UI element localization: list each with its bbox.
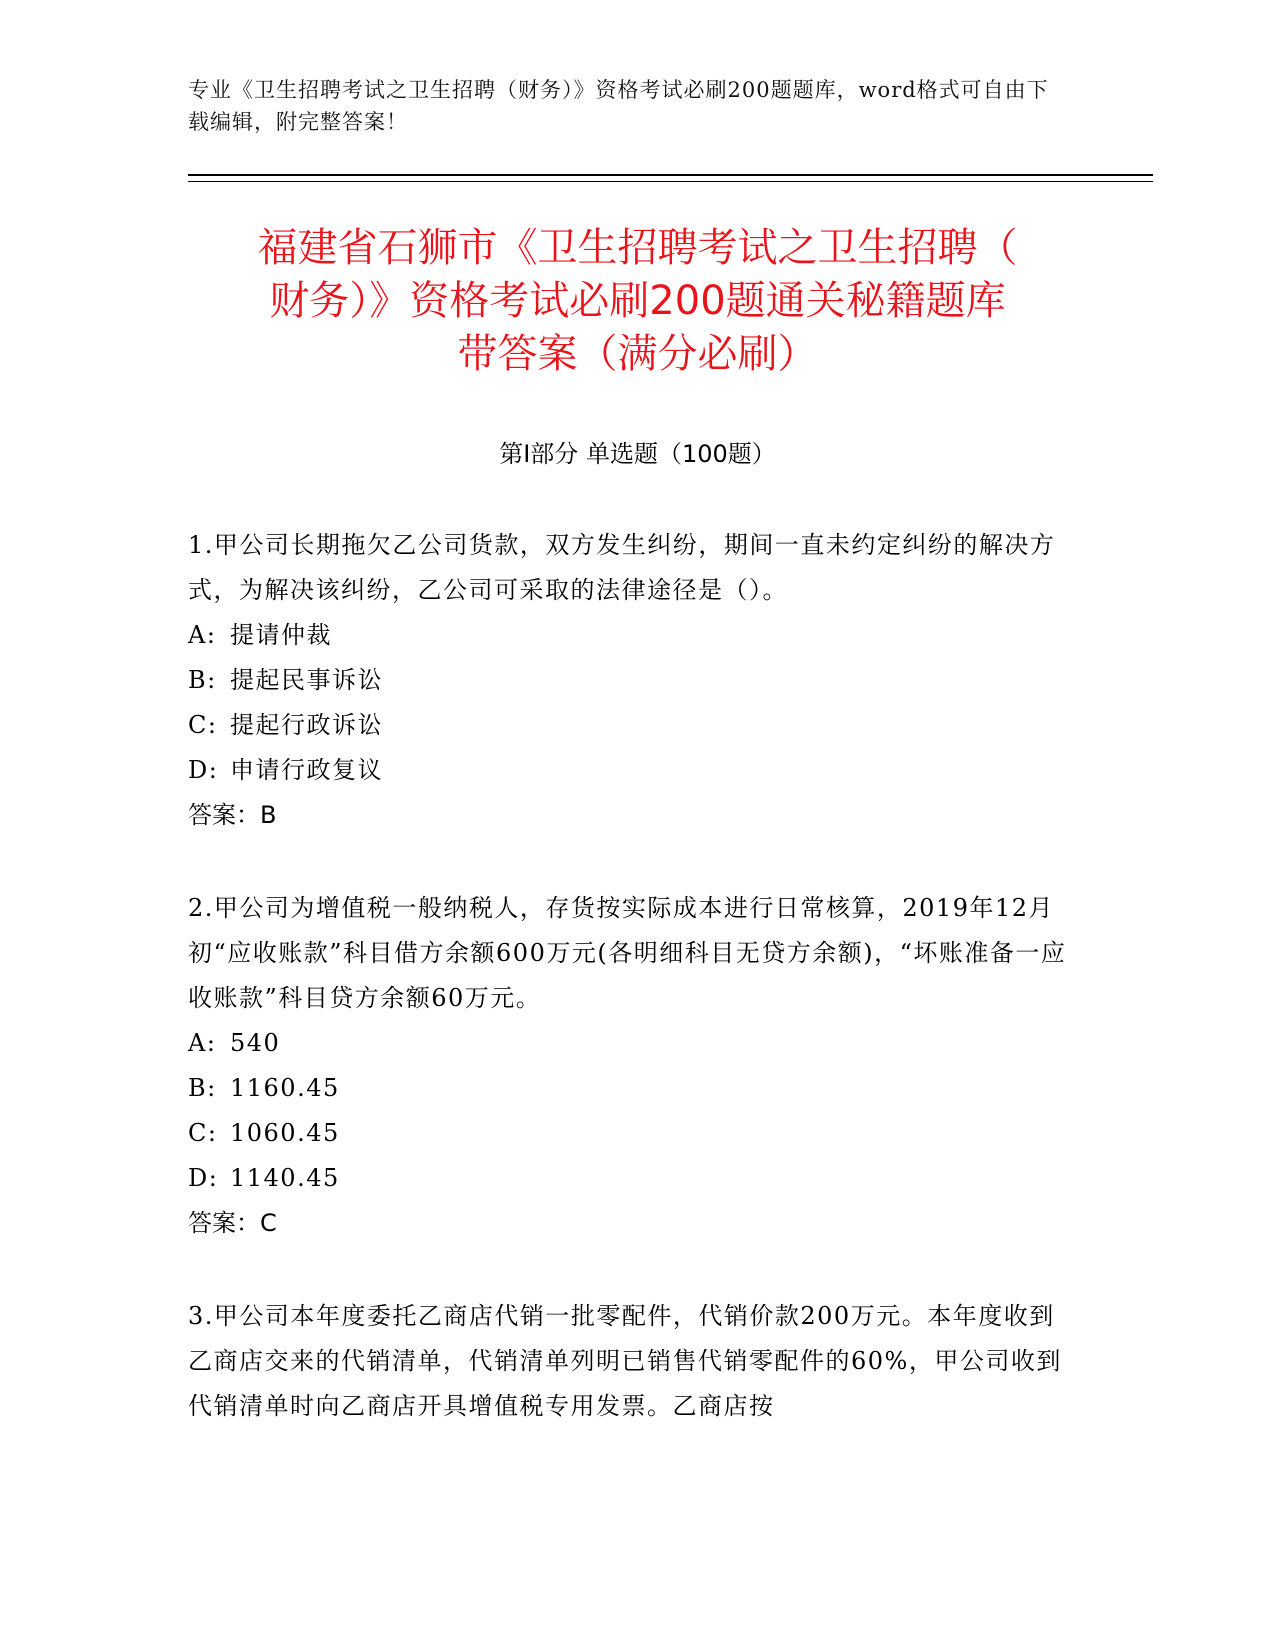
option-text: 1140.45 — [230, 1164, 340, 1192]
option-b — [188, 658, 1068, 703]
answer-line: 答案：C — [188, 1209, 277, 1237]
title-line-3: 带答案（满分必刷） — [457, 331, 818, 377]
option-text: 1160.45 — [230, 1074, 340, 1102]
answer-line: 答案：B — [188, 801, 277, 829]
question-text: 2.甲公司为增值税一般纳税人，存货按实际成本进行日常核算，2019年12月初“应收账款”科目借方余额600万元(各明细科目无贷方余额)，“坏账准备一应收账款”科目贷方余额60万元。 — [188, 894, 1067, 1012]
option-c — [188, 703, 1068, 748]
option-key: D: — [188, 756, 219, 784]
question-2 — [188, 886, 1068, 1246]
question-text: 3.甲公司本年度委托乙商店代销一批零配件，代销价款200万元。本年度收到乙商店交来的代销清单，代销清单列明已销售代销零配件的60%，甲公司收到代销清单时向乙商店开具增值税专用发票。乙商店按 — [188, 1302, 1062, 1420]
option-key: B: — [188, 1074, 217, 1102]
option-b — [188, 1066, 1068, 1111]
header-divider-thick — [188, 174, 1153, 176]
option-d — [188, 1156, 1068, 1201]
option-text: 1060.45 — [230, 1119, 340, 1147]
option-key: A: — [188, 1029, 217, 1057]
document-title — [150, 222, 1125, 381]
question-1 — [188, 523, 1068, 838]
option-text: 提起民事诉讼 — [230, 666, 383, 694]
title-line-1: 福建省石狮市《卫生招聘考试之卫生招聘（ — [257, 225, 1018, 271]
option-a — [188, 1021, 1068, 1066]
option-text: 提起行政诉讼 — [230, 711, 383, 739]
question-3 — [188, 1294, 1068, 1429]
title-line-2: 财务）》资格考试必刷200题通关秘籍题库 — [269, 278, 1006, 324]
option-key: A: — [188, 621, 217, 649]
option-key: C: — [188, 711, 218, 739]
question-list — [188, 523, 1068, 1477]
option-text: 540 — [230, 1029, 281, 1057]
option-a — [188, 613, 1068, 658]
header-note: 专业《卫生招聘考试之卫生招聘（财务）》资格考试必刷200题题库，word格式可自由下载编辑，附完整答案！ — [188, 78, 1049, 134]
option-text: 申请行政复议 — [230, 756, 383, 784]
header-divider-thin — [188, 181, 1153, 182]
question-text: 1.甲公司长期拖欠乙公司货款，双方发生纠纷，期间一直未约定纠纷的解决方式，为解决该纠纷，乙公司可采取的法律途径是（）。 — [188, 531, 1056, 604]
option-text: 提请仲裁 — [230, 621, 332, 649]
option-key: D: — [188, 1164, 219, 1192]
option-d — [188, 748, 1068, 793]
option-key: B: — [188, 666, 217, 694]
option-c — [188, 1111, 1068, 1156]
section-heading: 第I部分 单选题（100题） — [499, 440, 776, 468]
option-key: C: — [188, 1119, 218, 1147]
